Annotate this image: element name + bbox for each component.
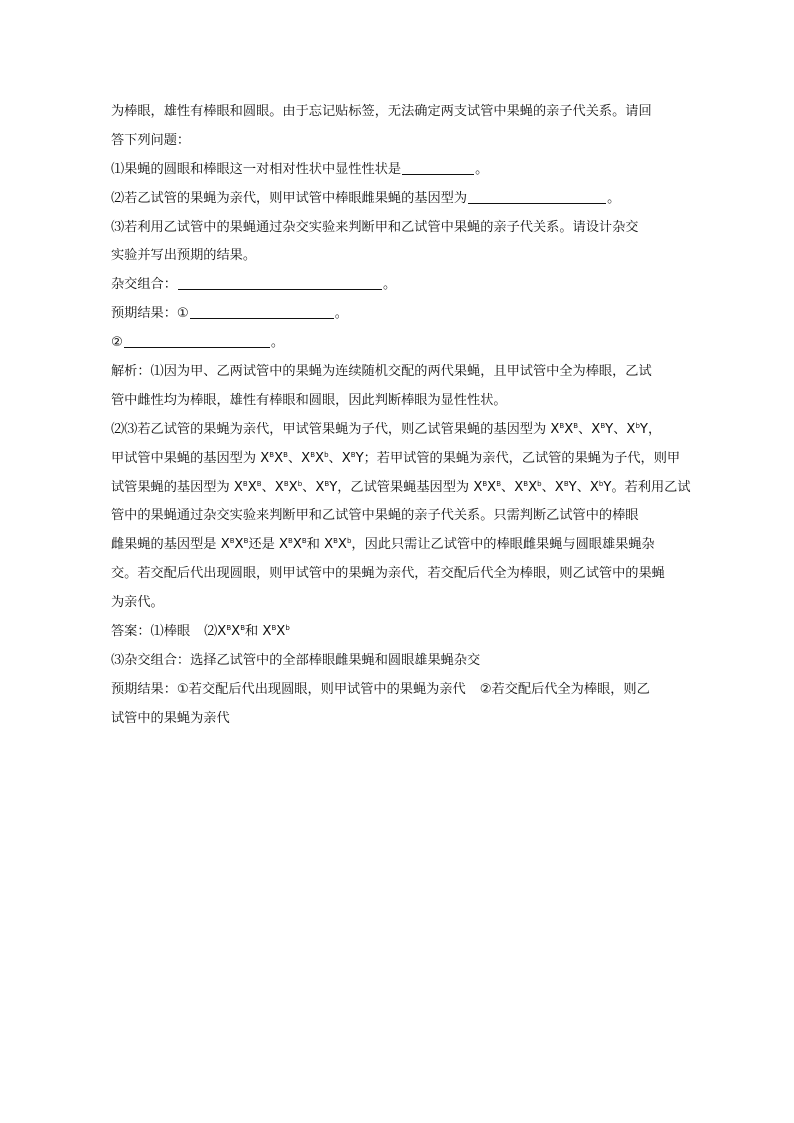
gene: X [315, 450, 325, 466]
explanation-line [111, 416, 686, 445]
text: 答案：⑴棒眼 [111, 624, 191, 640]
allele: b [324, 450, 329, 459]
gene: Y [355, 450, 364, 466]
gene: Y [568, 479, 577, 495]
text: ，因此只需让乙试管中的棒眼雌果蝇与圆眼雄果蝇杂 [351, 537, 655, 553]
explanation-line: 交。若交配后代出现圆眼，则甲试管中的果蝇为亲代，若交配后代全为棒眼，则乙试管中的果蝇 [111, 566, 665, 582]
allele: B [242, 479, 248, 488]
text: 。若利用乙试 [611, 479, 691, 495]
gene: X [301, 450, 311, 466]
gene: X [528, 479, 538, 495]
text: ⑵⑶若乙试管的果蝇为亲代，甲试管果蝇为子代，则乙试管果蝇的基因型为 X [111, 421, 560, 437]
sep: 、 [613, 421, 627, 437]
gene: X [234, 537, 244, 553]
allele: B [283, 479, 289, 488]
sep: 、 [302, 479, 316, 495]
explanation-line: 为亲代。 [111, 595, 164, 611]
allele: b [297, 479, 303, 488]
allele: b [598, 479, 604, 488]
question-2 [111, 185, 686, 214]
gene: Y [639, 421, 648, 437]
answer-blank-1[interactable] [402, 158, 474, 175]
text: ；若甲试管的果蝇为亲代，乙试管的果蝇为子代，则甲 [363, 450, 681, 466]
sep: 、 [578, 421, 592, 437]
sep: 、 [287, 450, 302, 466]
gene: X [292, 537, 302, 553]
explanation-line [111, 445, 686, 474]
allele: B [269, 450, 275, 459]
allele: B [240, 624, 246, 633]
question-2-text: ⑵若乙试管的果蝇为亲代，则甲试管中棒眼雌果蝇的基因型为 [111, 190, 468, 206]
sep: 、 [576, 479, 590, 495]
gene: X [591, 421, 601, 437]
cross-label: 杂交组合： [111, 277, 177, 293]
answer-line: 试管中的果蝇为亲代 [111, 710, 230, 726]
text: 预期结果：①若交配后代出现圆眼，则甲试管中的果蝇为亲代 [111, 681, 466, 697]
explanation-line: 管中雌性均为棒眼，雄性有棒眼和圆眼，因此判断棒眼为显性性状。 [111, 392, 507, 408]
text: ⑵X [204, 624, 227, 640]
answer-line: ⑶杂交组合：选择乙试管中的全部棒眼雌果蝇和圆眼雄果蝇杂交 [111, 652, 481, 668]
allele: B [226, 624, 232, 633]
question-1 [111, 156, 686, 185]
gene: Y [329, 479, 338, 495]
answer-blank-pred-2[interactable] [124, 331, 270, 348]
allele: b [346, 537, 352, 546]
answer-line [111, 618, 686, 647]
text: ②若交配后代全为棒眼，则乙 [479, 681, 650, 697]
gene: X [231, 624, 241, 640]
allele: B [271, 624, 277, 633]
answer-line [111, 676, 686, 705]
punct: 。 [475, 161, 489, 177]
allele: B [283, 450, 288, 459]
text: ，乙试管果蝇基因型为 X [337, 479, 483, 495]
prediction-2 [111, 329, 686, 358]
punct: 。 [607, 190, 621, 206]
explanation-line: 管中的果蝇通过杂交实验来判断甲和乙试管中果蝇的亲子代关系。只需判断乙试管中的棒眼 [111, 508, 639, 524]
allele: B [256, 479, 262, 488]
gene: X [341, 450, 351, 466]
gene: Y [603, 479, 612, 495]
text: 还是 X [248, 537, 289, 553]
text-line: 为棒眼，雄性有棒眼和圆眼。由于忘记贴标签，无法确定两支试管中果蝇的亲子代关系。请回 [111, 104, 652, 119]
gene: X [276, 624, 286, 640]
sep: 、 [541, 479, 555, 495]
punct: 。 [270, 335, 285, 351]
prediction-label: 预期结果：① [111, 306, 189, 322]
allele: B [229, 537, 235, 546]
allele: B [288, 537, 293, 546]
sep: ， [647, 421, 662, 437]
text: 和 X [245, 624, 272, 640]
gene: X [589, 479, 599, 495]
gene: X [626, 421, 636, 437]
explanation-line: 解析：⑴因为甲、乙两试管中的果蝇为连续随机交配的两代果蝇，且甲试管中全为棒眼，乙试 [111, 364, 652, 380]
allele: b [285, 624, 290, 633]
gene: X [274, 479, 284, 495]
allele: b [537, 479, 542, 488]
cross-combination [111, 271, 686, 300]
allele: B [350, 450, 356, 459]
question-3-cont: 实验并写出预期的结果。 [111, 248, 257, 264]
sep: 、 [501, 479, 515, 495]
text: 雌果蝇的基因型是 X [111, 537, 230, 553]
text-line: 答下列问题： [111, 132, 191, 148]
gene: X [564, 421, 574, 437]
punct: 。 [382, 277, 397, 293]
answer-blank-cross[interactable] [178, 273, 382, 290]
answer-blank-pred-1[interactable] [190, 302, 334, 319]
allele: B [310, 450, 316, 459]
allele: B [563, 479, 569, 488]
text: 甲试管中果蝇的基因型为 X [111, 450, 270, 466]
text: 试管果蝇的基因型为 X [111, 479, 243, 495]
gene: X [315, 479, 325, 495]
prediction-1 [111, 300, 686, 329]
allele: B [496, 479, 502, 488]
gene: Y [605, 421, 614, 437]
gene: X [554, 479, 564, 495]
allele: B [243, 537, 249, 546]
allele: B [482, 479, 488, 488]
gene: X [274, 450, 284, 466]
allele: B [301, 537, 307, 546]
explanation-line [111, 531, 686, 560]
allele: B [600, 421, 606, 430]
explanation-line [111, 474, 691, 503]
prediction-2-label: ② [111, 335, 123, 351]
question-content [111, 98, 691, 734]
allele: b [635, 421, 640, 430]
sep: 、 [261, 479, 275, 495]
allele: B [333, 537, 338, 546]
allele: B [559, 421, 565, 430]
punct: 。 [334, 306, 348, 322]
question-3: ⑶若利用乙试管中的果蝇通过杂交实验来判断甲和乙试管中果蝇的亲子代关系。请设计杂交 [111, 219, 639, 235]
allele: B [573, 421, 579, 430]
gene: X [247, 479, 257, 495]
allele: B [324, 479, 330, 488]
gene: X [487, 479, 497, 495]
gene: X [514, 479, 524, 495]
gene: X [288, 479, 298, 495]
gene: X [337, 537, 347, 553]
answer-blank-2[interactable] [468, 187, 606, 204]
question-1-text: ⑴果蝇的圆眼和棒眼这一对相对性状中显性性状是 [111, 161, 402, 177]
text: 和 X [306, 537, 334, 553]
sep: 、 [328, 450, 342, 466]
allele: B [523, 479, 529, 488]
